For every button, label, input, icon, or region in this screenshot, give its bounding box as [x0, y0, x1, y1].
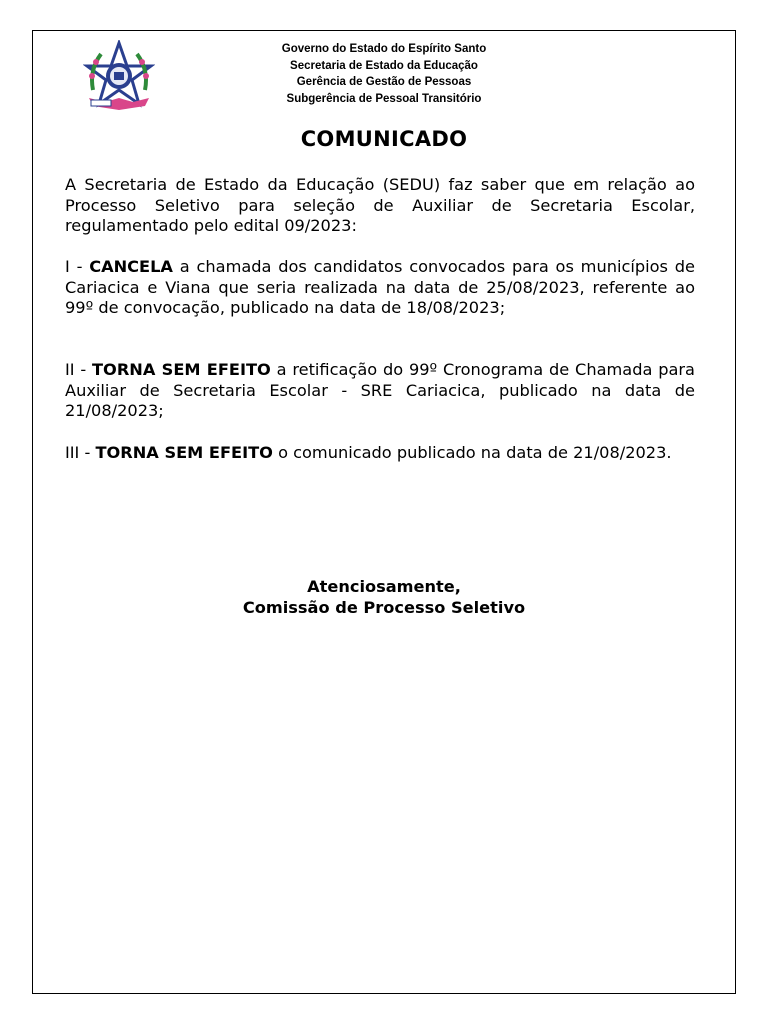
item-highlight: TORNA SEM EFEITO — [92, 360, 271, 379]
item-highlight: TORNA SEM EFEITO — [95, 443, 273, 462]
closing-signature — [33, 576, 735, 618]
item-paragraph-1 — [65, 257, 695, 319]
header-line-management: Gerência de Gestão de Pessoas — [296, 76, 472, 88]
header-line-sub-management: Subgerência de Pessoal Transitório — [286, 92, 482, 105]
item-text: o comunicado publicado na data de 21/08/2023. — [272, 443, 672, 462]
document-title: COMUNICADO — [300, 127, 468, 151]
item-paragraph-3 — [65, 443, 695, 464]
item-prefix: I - — [65, 257, 90, 276]
item-prefix: III - — [65, 443, 96, 462]
item-highlight: CANCELA — [89, 257, 173, 276]
header-line-government: Governo do Estado do Espírito Santo — [281, 43, 487, 55]
item-paragraph-2 — [65, 360, 695, 422]
closing-committee: Comissão de Processo Seletivo — [242, 598, 526, 617]
intro-paragraph: A Secretaria de Estado da Educação (SEDU) faz saber que em relação ao Processo Seletivo para seleção de Auxiliar de Secretaria Escolar, regulamentado pelo edital 09/2023: — [65, 175, 695, 235]
item-text: a retificação do 99º Cronograma de Chamada para Auxiliar de Secretaria Escolar - SRE Cariacica, publicado na data de 21/08/2023; — [65, 360, 695, 420]
item-text: a chamada dos candidatos convocados para os municípios de Cariacica e Viana que seria realizada na data de 25/08/2023, referente ao 99º de convocação, publicado na data de 18/08/2023; — [65, 257, 695, 317]
item-prefix: II - — [65, 360, 93, 379]
closing-salutation: Atenciosamente, — [307, 577, 461, 596]
header-line-secretariat: Secretaria de Estado da Educação — [290, 59, 478, 72]
document-frame — [32, 30, 736, 994]
institution-header — [33, 41, 735, 107]
